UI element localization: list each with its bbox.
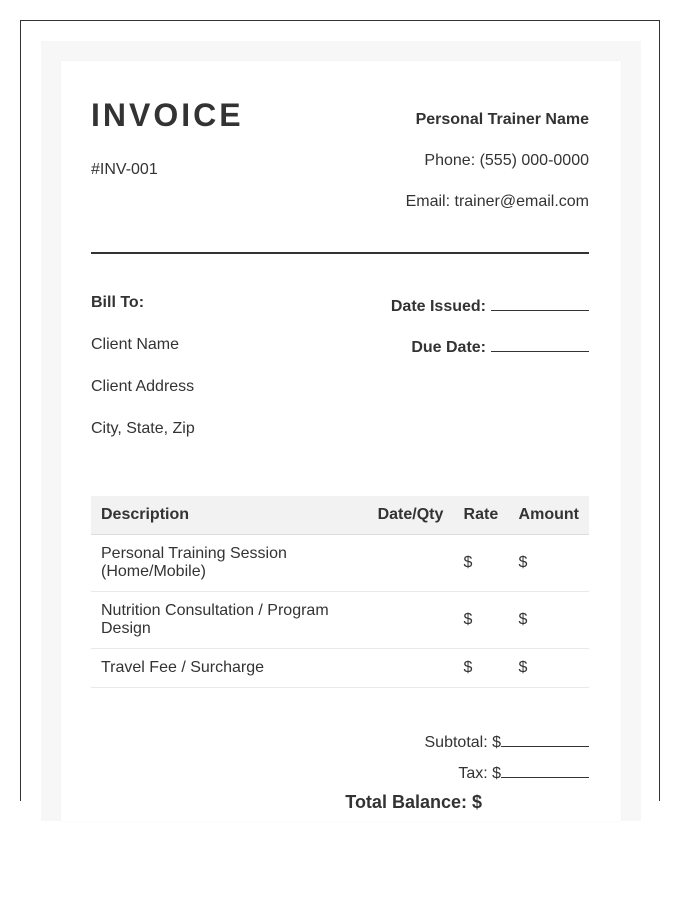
row-amount: $	[509, 649, 589, 688]
line-items-table	[91, 496, 589, 688]
tax-label: Tax: $	[458, 765, 501, 782]
totals-section	[345, 731, 589, 824]
total-balance-label: Total Balance: $	[345, 792, 482, 812]
due-date-label: Due Date:	[411, 339, 486, 356]
header-description: Description	[91, 496, 368, 535]
row-rate: $	[454, 649, 509, 688]
row-amount: $	[509, 535, 589, 592]
header-rate: Rate	[454, 496, 509, 535]
trainer-email: Email: trainer@email.com	[405, 193, 589, 210]
tax-row	[345, 762, 589, 793]
invoice-title: INVOICE	[91, 97, 244, 133]
header-amount: Amount	[509, 496, 589, 535]
client-address: Client Address	[91, 378, 195, 395]
total-row	[345, 793, 589, 824]
row-description: Travel Fee / Surcharge	[91, 649, 368, 688]
invoice-sheet	[61, 61, 621, 821]
header-date-qty: Date/Qty	[368, 496, 454, 535]
invoice-number: #INV-001	[91, 161, 158, 178]
row-rate: $	[454, 535, 509, 592]
date-issued-label: Date Issued:	[390, 298, 486, 315]
client-city-state-zip: City, State, Zip	[91, 420, 195, 437]
header-divider	[91, 252, 589, 254]
subtotal-row	[345, 731, 589, 762]
row-description: Nutrition Consultation / Program Design	[91, 592, 368, 649]
table-row	[91, 649, 589, 688]
row-description: Personal Training Session (Home/Mobile)	[91, 535, 368, 592]
row-amount: $	[509, 592, 589, 649]
trainer-phone: Phone: (555) 000-0000	[424, 152, 589, 169]
page-frame	[20, 20, 660, 812]
bill-to-section	[91, 294, 195, 462]
row-qty	[368, 649, 454, 688]
subtotal-label: Subtotal: $	[424, 734, 501, 751]
table-row	[91, 535, 589, 592]
row-qty	[368, 592, 454, 649]
table-header-row	[91, 496, 589, 535]
row-qty	[368, 535, 454, 592]
client-name: Client Name	[91, 336, 180, 353]
trainer-info	[406, 111, 589, 234]
due-date-blank[interactable]	[491, 335, 589, 352]
tax-blank[interactable]	[501, 762, 589, 778]
row-rate: $	[454, 592, 509, 649]
trainer-name: Personal Trainer Name	[415, 111, 589, 128]
subtotal-blank[interactable]	[501, 731, 589, 747]
bill-to-label: Bill To:	[91, 294, 145, 311]
date-issued-blank[interactable]	[491, 294, 589, 311]
page-background	[41, 41, 641, 821]
dates-section	[391, 294, 589, 376]
due-date-row	[391, 335, 589, 376]
date-issued-row	[391, 294, 589, 335]
table-row	[91, 592, 589, 649]
